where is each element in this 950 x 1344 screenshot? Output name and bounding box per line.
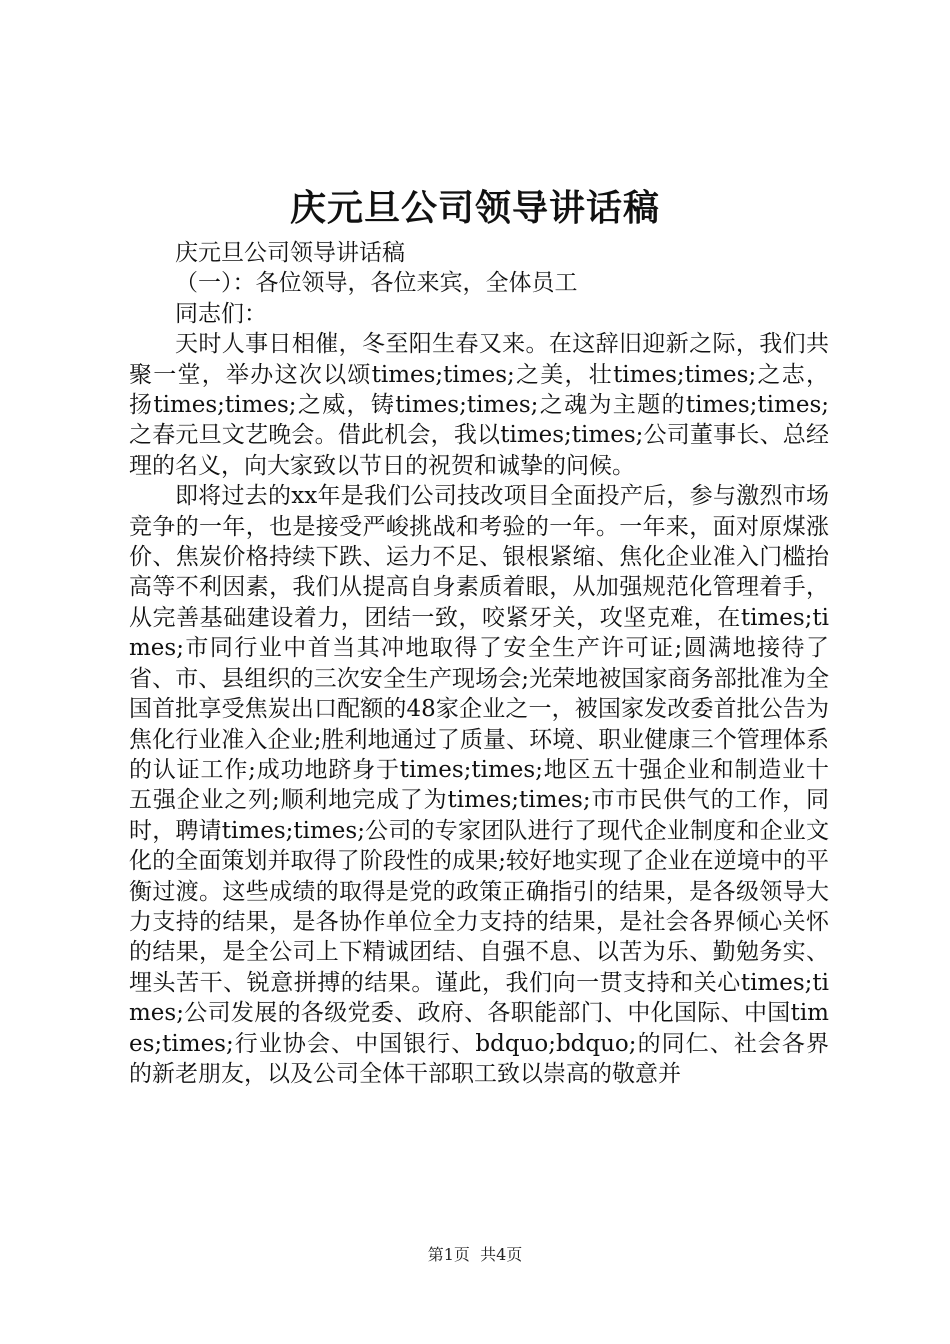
paragraph-review: 即将过去的xx年是我们公司技改项目全面投产后，参与激烈市场竞争的一年，也是接受严峻挑战和考验的一年。一年来，面对原煤涨价、焦炭价格持续下跌、运力不足、银根紧缩、焦化企业准入门槛抬高等不利因素，我们从提高自身素质着眼，从加强规范化管理着手，从完善基础建设着力，团结一致，咬紧牙关，攻坚克难，在times;times;市同行业中首当其冲地取得了安全生产许可证;圆满地接待了省、市、县组织的三次安全生产现场会;光荣地被国家商务部批准为全国首批享受焦炭出口配额的48家企业之一，被国家发改委首批公告为焦化行业准入企业;胜利地通过了质量、环境、职业健康三个管理体系的认证工作;成功地跻身于times;times;地区五十强企业和制造业十五强企业之列;顺利地完成了为times;times;市市民供气的工作，同时，聘请times;times;公司的专家团队进行了现代企业制度和企业文化的全面策划并取得了阶段性的成果;较好地实现了企业在逆境中的平衡过渡。这些成绩的取得是党的政策正确指引的结果，是各级领导大力支持的结果，是各协作单位全力支持的结果，是社会各界倾心关怀的结果，是全公司上下精诚团结、自强不息、以苦为乐、勤勉务实、埋头苦干、锐意拼搏的结果。谨此，我们向一贯支持和关心times;times;公司发展的各级党委、政府、各职能部门、中化国际、中国times;times;行业协会、中国银行、bdquo;bdquo;的同仁、社会各界的新老朋友，以及公司全体干部职工致以崇高的敬意并 — [129, 483, 829, 1087]
paragraph-subtitle: 庆元旦公司领导讲话稿 — [175, 240, 405, 266]
paragraph-salutation-2: 同志们： — [175, 300, 267, 327]
document-title: 庆元旦公司领导讲话稿 — [289, 187, 660, 229]
paragraph-opening: 天时人事日相催，冬至阳生春又来。在这辞旧迎新之际，我们共聚一堂，举办这次以颂times;times;之美，壮times;times;之志，扬times;times;之威，铸times;times;之魂为主题的times;times;之春元旦文艺晚会。借此机会，我以times;times;公司董事长、总经理的名义，向大家致以节日的祝贺和诚挚的问候。 — [129, 331, 829, 479]
page-number: 第1页 — [427, 1245, 470, 1264]
page-footer — [0, 1243, 950, 1267]
paragraph-salutation-1: （一）：各位领导，各位来宾，全体员工 — [175, 270, 578, 297]
page-total: 共4页 — [480, 1245, 523, 1264]
document-body — [129, 238, 829, 1089]
